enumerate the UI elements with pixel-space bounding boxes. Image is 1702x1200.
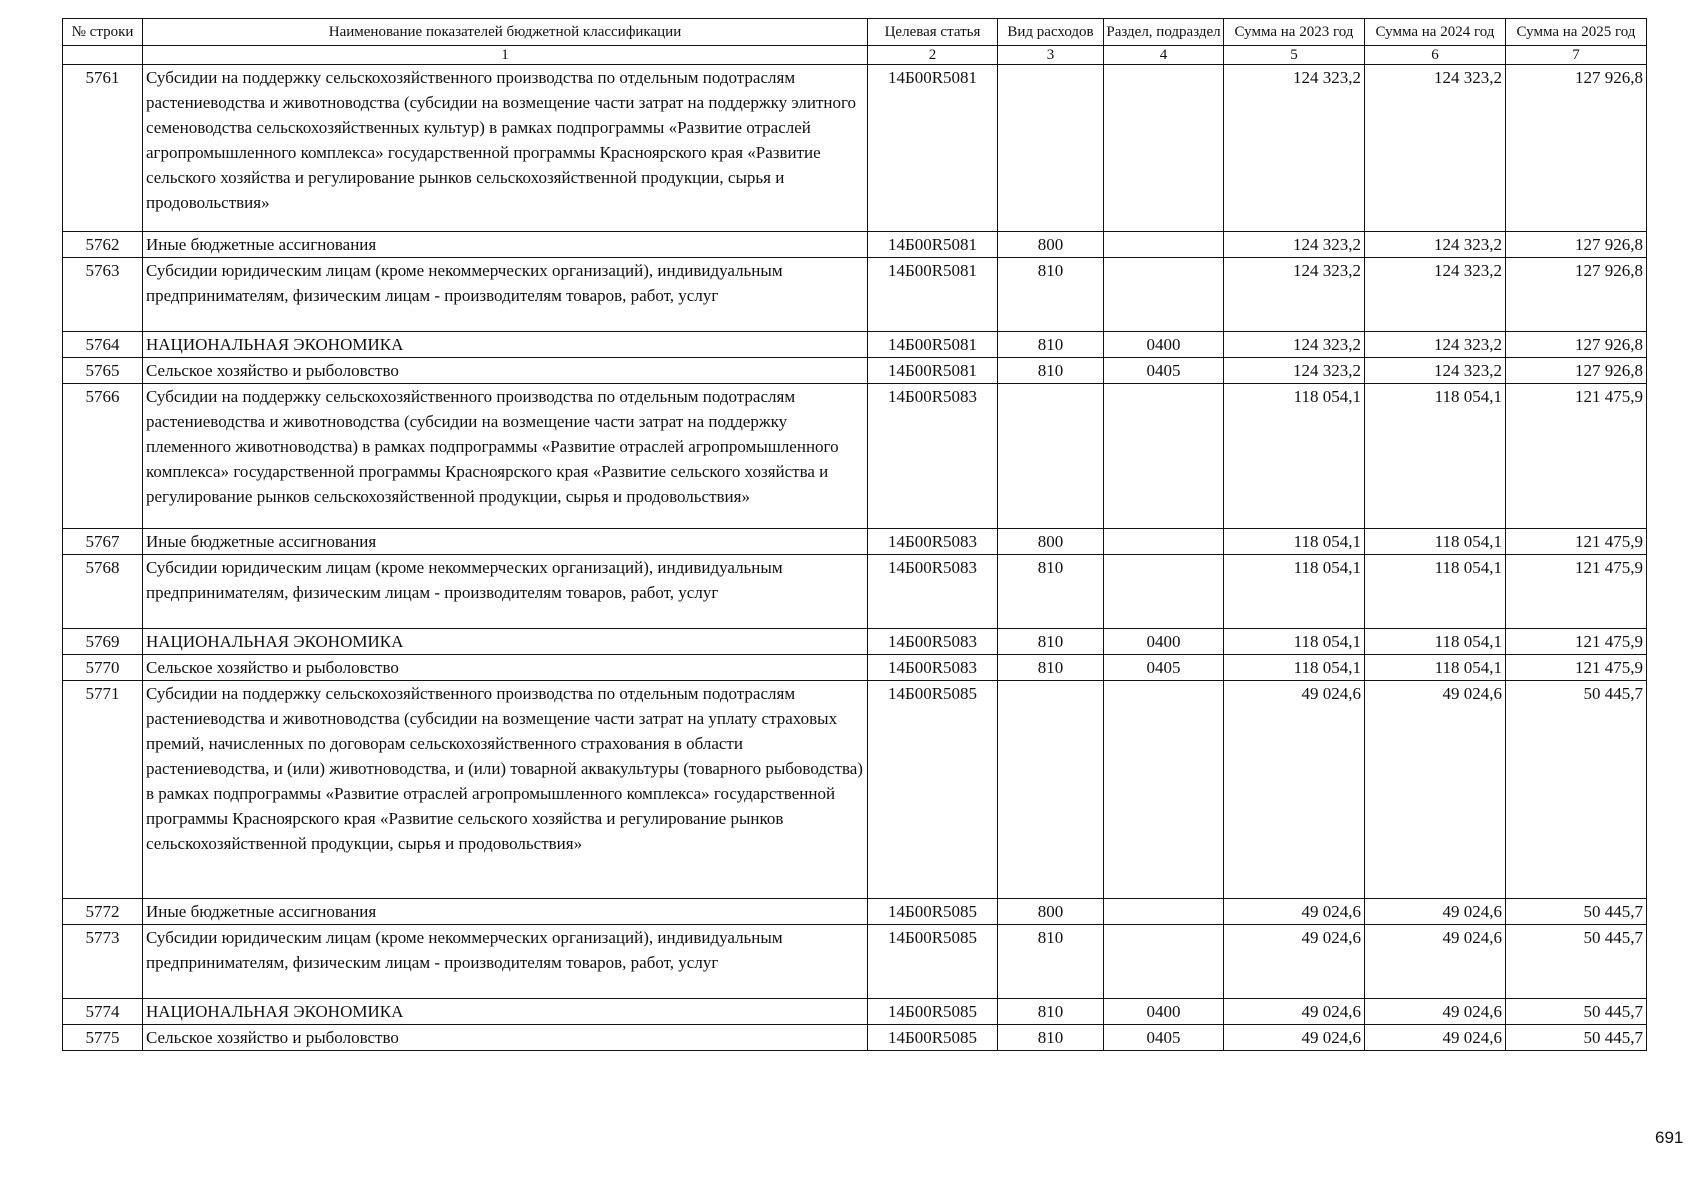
row-target-code: 14Б00R5081 xyxy=(868,232,998,258)
budget-classification-table xyxy=(62,18,1647,1051)
row-expense-type: 810 xyxy=(998,1025,1104,1051)
row-sum-2024: 118 054,1 xyxy=(1365,529,1506,555)
row-sum-2023: 124 323,2 xyxy=(1224,232,1365,258)
row-name: Сельское хозяйство и рыболовство xyxy=(143,655,868,681)
row-sum-2023: 49 024,6 xyxy=(1224,1025,1365,1051)
row-sum-2023: 118 054,1 xyxy=(1224,529,1365,555)
row-expense-type xyxy=(998,681,1104,899)
row-sum-2024: 49 024,6 xyxy=(1365,1025,1506,1051)
row-name: Субсидии на поддержку сельскохозяйственного производства по отдельным подотраслям растениеводства и животноводства (субсидии на возмещение части затрат на поддержку элитного семеноводства сельскохозяйственных культур) в рамках подпрограммы «Развитие отраслей агропромышленного комплекса» государственной программы Красноярского края «Развитие сельского хозяйства и регулирование рынков сельскохозяйственной продукции, сырья и продовольствия» xyxy=(143,65,868,232)
row-name: Иные бюджетные ассигнования xyxy=(143,529,868,555)
row-sum-2025: 127 926,8 xyxy=(1506,65,1647,232)
row-name: Иные бюджетные ассигнования xyxy=(143,899,868,925)
row-target-code: 14Б00R5085 xyxy=(868,1025,998,1051)
row-number: 5771 xyxy=(63,681,143,899)
table-row xyxy=(63,358,1647,384)
row-sum-2025: 50 445,7 xyxy=(1506,925,1647,999)
row-name: Субсидии юридическим лицам (кроме некоммерческих организаций), индивидуальным предпринимателям, физическим лицам - производителям товаров, работ, услуг xyxy=(143,555,868,629)
row-sum-2023: 49 024,6 xyxy=(1224,899,1365,925)
page-number: 691 xyxy=(1655,1128,1684,1147)
row-sum-2023: 118 054,1 xyxy=(1224,655,1365,681)
column-number: 7 xyxy=(1506,46,1647,65)
row-expense-type: 810 xyxy=(998,555,1104,629)
column-number: 3 xyxy=(998,46,1104,65)
row-number: 5761 xyxy=(63,65,143,232)
row-sum-2024: 124 323,2 xyxy=(1365,232,1506,258)
row-sum-2023: 124 323,2 xyxy=(1224,358,1365,384)
header-expense-type: Вид расходов xyxy=(998,19,1104,46)
row-section xyxy=(1104,384,1224,529)
table-row xyxy=(63,629,1647,655)
row-target-code: 14Б00R5081 xyxy=(868,358,998,384)
budget-sheet xyxy=(62,18,1646,1051)
row-section xyxy=(1104,529,1224,555)
row-sum-2025: 121 475,9 xyxy=(1506,655,1647,681)
row-number: 5764 xyxy=(63,332,143,358)
table-row xyxy=(63,999,1647,1025)
row-target-code: 14Б00R5081 xyxy=(868,65,998,232)
row-expense-type: 800 xyxy=(998,529,1104,555)
column-number: 1 xyxy=(143,46,868,65)
table-row xyxy=(63,232,1647,258)
row-expense-type xyxy=(998,384,1104,529)
row-target-code: 14Б00R5083 xyxy=(868,555,998,629)
row-target-code: 14Б00R5085 xyxy=(868,999,998,1025)
row-number: 5770 xyxy=(63,655,143,681)
table-row xyxy=(63,925,1647,999)
row-number: 5775 xyxy=(63,1025,143,1051)
row-target-code: 14Б00R5085 xyxy=(868,925,998,999)
row-sum-2025: 121 475,9 xyxy=(1506,384,1647,529)
row-sum-2025: 121 475,9 xyxy=(1506,529,1647,555)
column-number xyxy=(63,46,143,65)
row-section xyxy=(1104,899,1224,925)
table-row xyxy=(63,65,1647,232)
row-section: 0405 xyxy=(1104,1025,1224,1051)
row-sum-2023: 118 054,1 xyxy=(1224,555,1365,629)
column-number: 5 xyxy=(1224,46,1365,65)
row-sum-2025: 127 926,8 xyxy=(1506,258,1647,332)
row-name: Субсидии юридическим лицам (кроме некоммерческих организаций), индивидуальным предпринимателям, физическим лицам - производителям товаров, работ, услуг xyxy=(143,258,868,332)
row-target-code: 14Б00R5083 xyxy=(868,655,998,681)
table-row xyxy=(63,258,1647,332)
row-target-code: 14Б00R5081 xyxy=(868,258,998,332)
table-body xyxy=(63,65,1647,1051)
row-expense-type: 800 xyxy=(998,899,1104,925)
row-sum-2023: 118 054,1 xyxy=(1224,629,1365,655)
row-sum-2024: 124 323,2 xyxy=(1365,65,1506,232)
row-section: 0405 xyxy=(1104,655,1224,681)
row-expense-type: 810 xyxy=(998,358,1104,384)
row-sum-2025: 50 445,7 xyxy=(1506,681,1647,899)
row-number: 5768 xyxy=(63,555,143,629)
row-expense-type: 810 xyxy=(998,925,1104,999)
row-sum-2025: 50 445,7 xyxy=(1506,999,1647,1025)
row-sum-2025: 121 475,9 xyxy=(1506,629,1647,655)
row-sum-2024: 49 024,6 xyxy=(1365,681,1506,899)
header-section: Раздел, подраздел xyxy=(1104,19,1224,46)
row-expense-type: 810 xyxy=(998,332,1104,358)
row-sum-2024: 118 054,1 xyxy=(1365,384,1506,529)
row-sum-2025: 121 475,9 xyxy=(1506,555,1647,629)
row-name: НАЦИОНАЛЬНАЯ ЭКОНОМИКА xyxy=(143,629,868,655)
header-sum-2024: Сумма на 2024 год xyxy=(1365,19,1506,46)
table-row xyxy=(63,899,1647,925)
header-row-number: № строки xyxy=(63,19,143,46)
row-number: 5763 xyxy=(63,258,143,332)
row-expense-type: 810 xyxy=(998,258,1104,332)
row-sum-2023: 118 054,1 xyxy=(1224,384,1365,529)
row-section xyxy=(1104,555,1224,629)
header-sum-2025: Сумма на 2025 год xyxy=(1506,19,1647,46)
row-name: НАЦИОНАЛЬНАЯ ЭКОНОМИКА xyxy=(143,999,868,1025)
row-name: Сельское хозяйство и рыболовство xyxy=(143,358,868,384)
row-name: Субсидии на поддержку сельскохозяйственного производства по отдельным подотраслям растениеводства и животноводства (субсидии на возмещение части затрат на поддержку племенного животноводства) в рамках подпрограммы «Развитие отраслей агропромышленного комплекса» государственной программы Красноярского края «Развитие сельского хозяйства и регулирование рынков сельскохозяйственной продукции, сырья и продовольствия» xyxy=(143,384,868,529)
row-number: 5774 xyxy=(63,999,143,1025)
row-expense-type: 810 xyxy=(998,999,1104,1025)
row-section: 0400 xyxy=(1104,332,1224,358)
row-sum-2023: 124 323,2 xyxy=(1224,332,1365,358)
header-indicator-name: Наименование показателей бюджетной классификации xyxy=(143,19,868,46)
row-number: 5772 xyxy=(63,899,143,925)
row-expense-type xyxy=(998,65,1104,232)
row-name: Субсидии на поддержку сельскохозяйственного производства по отдельным подотраслям растениеводства и животноводства (субсидии на возмещение части затрат на уплату страховых премий, начисленных по договорам сельскохозяйственного страхования в области растениеводства, и (или) животноводства, и (или) товарной аквакультуры (товарного рыбоводства) в рамках подпрограммы «Развитие отраслей агропромышленного комплекса» государственной программы Красноярского края «Развитие сельского хозяйства и регулирование рынков сельскохозяйственной продукции, сырья и продовольствия» xyxy=(143,681,868,899)
row-sum-2024: 49 024,6 xyxy=(1365,925,1506,999)
row-name: Субсидии юридическим лицам (кроме некоммерческих организаций), индивидуальным предпринимателям, физическим лицам - производителям товаров, работ, услуг xyxy=(143,925,868,999)
row-target-code: 14Б00R5083 xyxy=(868,629,998,655)
table-row xyxy=(63,1025,1647,1051)
row-section xyxy=(1104,65,1224,232)
row-sum-2023: 49 024,6 xyxy=(1224,681,1365,899)
row-sum-2024: 124 323,2 xyxy=(1365,258,1506,332)
row-sum-2024: 124 323,2 xyxy=(1365,332,1506,358)
row-sum-2023: 49 024,6 xyxy=(1224,925,1365,999)
row-sum-2024: 118 054,1 xyxy=(1365,629,1506,655)
row-section: 0405 xyxy=(1104,358,1224,384)
column-number: 2 xyxy=(868,46,998,65)
row-sum-2024: 49 024,6 xyxy=(1365,999,1506,1025)
row-section xyxy=(1104,258,1224,332)
row-number: 5765 xyxy=(63,358,143,384)
row-expense-type: 810 xyxy=(998,629,1104,655)
row-sum-2025: 50 445,7 xyxy=(1506,899,1647,925)
row-target-code: 14Б00R5083 xyxy=(868,384,998,529)
row-expense-type: 800 xyxy=(998,232,1104,258)
row-section: 0400 xyxy=(1104,999,1224,1025)
row-number: 5769 xyxy=(63,629,143,655)
table-row xyxy=(63,384,1647,529)
row-expense-type: 810 xyxy=(998,655,1104,681)
row-number: 5767 xyxy=(63,529,143,555)
row-sum-2025: 50 445,7 xyxy=(1506,1025,1647,1051)
row-sum-2025: 127 926,8 xyxy=(1506,332,1647,358)
row-sum-2025: 127 926,8 xyxy=(1506,232,1647,258)
row-target-code: 14Б00R5081 xyxy=(868,332,998,358)
header-target-article: Целевая статья xyxy=(868,19,998,46)
row-sum-2023: 124 323,2 xyxy=(1224,65,1365,232)
table-row xyxy=(63,529,1647,555)
table-row xyxy=(63,681,1647,899)
row-section xyxy=(1104,681,1224,899)
row-section: 0400 xyxy=(1104,629,1224,655)
row-sum-2023: 124 323,2 xyxy=(1224,258,1365,332)
row-section xyxy=(1104,925,1224,999)
row-sum-2025: 127 926,8 xyxy=(1506,358,1647,384)
row-target-code: 14Б00R5083 xyxy=(868,529,998,555)
row-sum-2024: 124 323,2 xyxy=(1365,358,1506,384)
row-name: НАЦИОНАЛЬНАЯ ЭКОНОМИКА xyxy=(143,332,868,358)
row-section xyxy=(1104,232,1224,258)
row-sum-2024: 118 054,1 xyxy=(1365,655,1506,681)
row-name: Иные бюджетные ассигнования xyxy=(143,232,868,258)
table-header-row xyxy=(63,19,1647,46)
row-sum-2023: 49 024,6 xyxy=(1224,999,1365,1025)
row-sum-2024: 118 054,1 xyxy=(1365,555,1506,629)
row-number: 5773 xyxy=(63,925,143,999)
row-number: 5762 xyxy=(63,232,143,258)
row-target-code: 14Б00R5085 xyxy=(868,681,998,899)
row-sum-2024: 49 024,6 xyxy=(1365,899,1506,925)
row-name: Сельское хозяйство и рыболовство xyxy=(143,1025,868,1051)
table-row xyxy=(63,555,1647,629)
header-sum-2023: Сумма на 2023 год xyxy=(1224,19,1365,46)
column-number: 6 xyxy=(1365,46,1506,65)
column-number-row xyxy=(63,46,1647,65)
column-number: 4 xyxy=(1104,46,1224,65)
table-row xyxy=(63,332,1647,358)
row-target-code: 14Б00R5085 xyxy=(868,899,998,925)
table-row xyxy=(63,655,1647,681)
row-number: 5766 xyxy=(63,384,143,529)
